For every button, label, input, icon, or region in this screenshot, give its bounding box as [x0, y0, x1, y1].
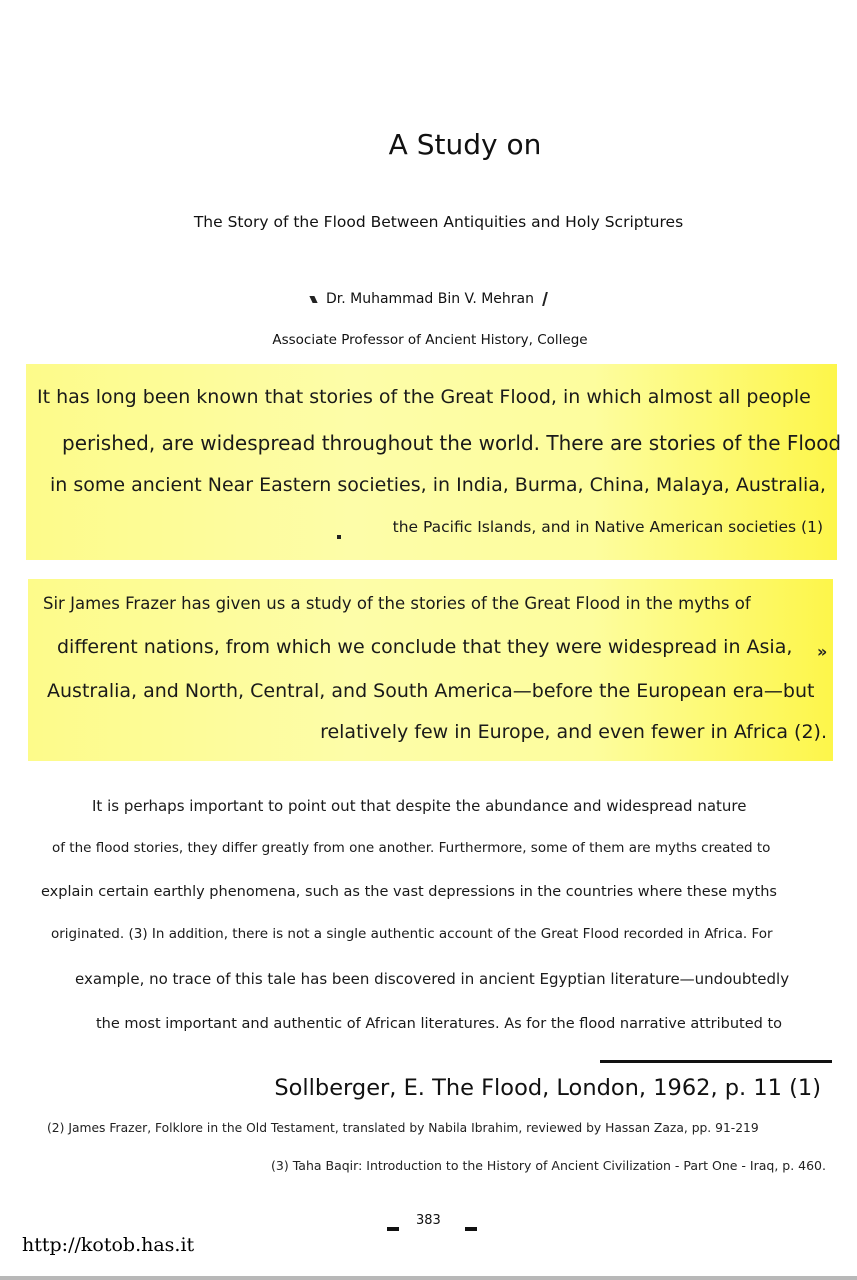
page-dash-left — [387, 1227, 399, 1231]
footnote-3: (3) Taha Baqir: Introduction to the History of Ancient Civilization - Part One - Iraq, p. 460. — [271, 1158, 826, 1173]
highlight-2-line-2: different nations, from which we conclude that they were widespread in Asia, — [57, 636, 793, 658]
page-subtitle: The Story of the Flood Between Antiquities and Holy Scriptures — [193, 213, 684, 231]
author-line — [0, 291, 857, 307]
highlight-2-line-4: relatively few in Europe, and even fewer in Africa (2). — [320, 721, 827, 743]
body-line-6: the most important and authentic of African literatures. As for the flood narrative attributed to — [96, 1016, 782, 1032]
highlight-1-line-3: in some ancient Near Eastern societies, in India, Burma, China, Malaya, Australia, — [50, 474, 826, 496]
page-dash-right — [465, 1227, 477, 1231]
footnote-1: Sollberger, E. The Flood, London, 1962, p. 11 (1) — [274, 1075, 821, 1101]
highlight-2-line-3: Australia, and North, Central, and South America—before the European era—but — [47, 680, 815, 702]
page-number: 383 — [416, 1213, 441, 1228]
body-line-1: It is perhaps important to point out that despite the abundance and widespread nature — [92, 797, 747, 815]
watermark-url: http://kotob.has.it — [22, 1234, 195, 1256]
page-bottom-edge — [0, 1276, 857, 1280]
highlight-1-line-4: the Pacific Islands, and in Native American societies (1) — [392, 518, 823, 536]
body-line-3: explain certain earthly phenomena, such as the vast depressions in the countries where these myths — [41, 884, 777, 900]
stray-dot — [337, 535, 341, 539]
highlight-1-line-1: It has long been known that stories of the Great Flood, in which almost all people — [37, 386, 811, 408]
quote-mark-icon: » — [817, 642, 828, 661]
footnote-2: (2) James Frazer, Folklore in the Old Testament, translated by Nabila Ibrahim, reviewed by Hassan Zaza, pp. 91-219 — [47, 1121, 759, 1135]
body-line-2: of the flood stories, they differ greatly from one another. Furthermore, some of them are myths created to — [52, 840, 771, 856]
highlight-2-line-1: Sir James Frazer has given us a study of the stories of the Great Flood in the myths of — [43, 594, 751, 613]
body-line-5: example, no trace of this tale has been discovered in ancient Egyptian literature—undoubtedly — [75, 970, 790, 988]
author-mark-right — [542, 292, 548, 306]
highlight-1-line-2: perished, are widespread throughout the world. There are stories of the Flood — [62, 431, 842, 455]
author-name: Dr. Muhammad Bin V. Mehran — [325, 291, 534, 307]
page-title: A Study on — [388, 128, 542, 161]
author-mark-left — [309, 296, 317, 303]
body-line-4: originated. (3) In addition, there is not a single authentic account of the Great Flood recorded in Africa. For — [51, 926, 773, 942]
footnote-separator — [600, 1060, 832, 1063]
author-affiliation: Associate Professor of Ancient History, College — [272, 332, 588, 348]
